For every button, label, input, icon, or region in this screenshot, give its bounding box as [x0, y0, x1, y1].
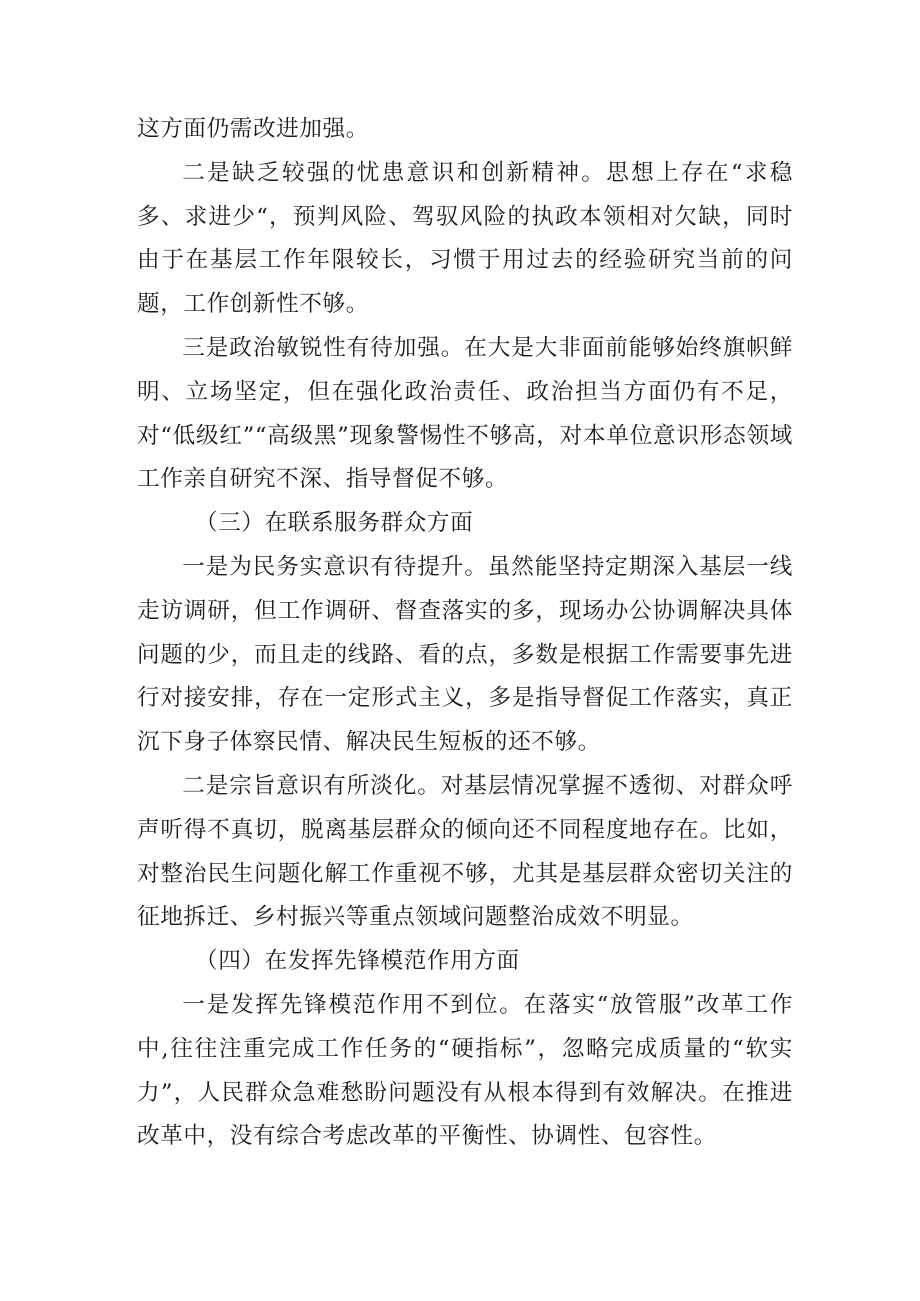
- section-heading-vanguard-role: （四）在发挥先锋模范作用方面: [195, 948, 520, 975]
- paragraph-continuation: 这方面仍需改进加强。: [137, 116, 369, 142]
- paragraph-pragmatic-awareness: 一是为民务实意识有待提升。虽然能坚持定期深入基层一线走访调研，但工作调研、督查落实的多，现场办公协调解决具体问题的少，而且走的线路、看的点，多数是根据工作需要事先进行对接安排，存在一定形式主义，多是指导督促工作落实，真正沉下身子体察民情、解决民生短板的还不够。: [137, 553, 793, 756]
- paragraph-purpose-awareness: 二是宗旨意识有所淡化。对基层情况掌握不透彻、对群众呼声听得不真切，脱离基层群众的倾向还不同程度地存在。比如，对整治民生问题化解工作重视不够，尤其是基层群众密切关注的征地拆迁、乡村振兴等重点领域问题整治成效不明显。: [137, 772, 793, 931]
- paragraph-worry-innovation: 二是缺乏较强的忧患意识和创新精神。思想上存在“求稳多、求进少“，预判风险、驾驭风险的执政本领相对欠缺，同时由于在基层工作年限较长，习惯于用过去的经验研究当前的问题，工作创新性不够。: [137, 159, 793, 318]
- paragraph-vanguard-role: 一是发挥先锋模范作用不到位。在落实“放管服”改革工作中,往往注重完成工作任务的“硬指标”，忽略完成质量的“软实力”，人民群众急难愁盼问题没有从根本得到有效解决。在推进改革中，没有综合考虑改革的平衡性、协调性、包容性。: [137, 991, 793, 1150]
- paragraph-political-sensitivity: 三是政治敏锐性有待加强。在大是大非面前能够始终旗帜鲜明、立场坚定，但在强化政治责任、政治担当方面仍有不足，对“低级红”“高级黑”现象警惕性不够高，对本单位意识形态领域工作亲自研究不深、指导督促不够。: [137, 334, 793, 493]
- section-heading-serving-masses: （三）在联系服务群众方面: [195, 510, 474, 537]
- document-body: [137, 108, 793, 1159]
